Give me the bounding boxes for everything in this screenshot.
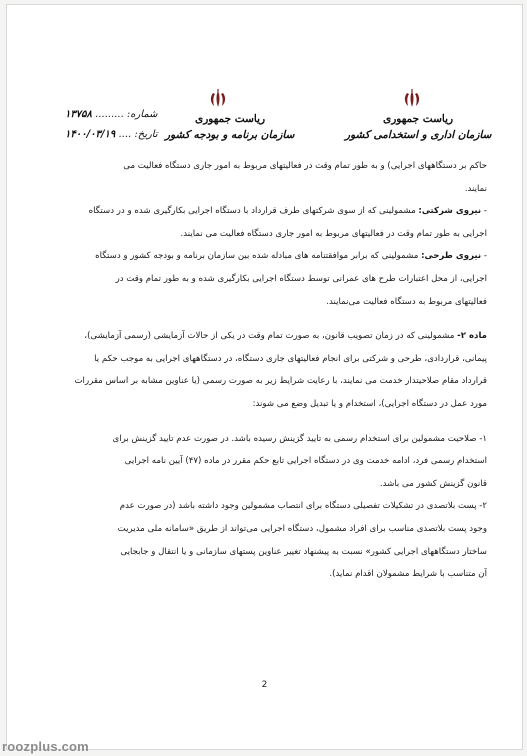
- article-heading: ماده ۲-: [457, 331, 487, 342]
- iran-emblem-icon: [401, 89, 423, 109]
- page-number: 2: [261, 680, 268, 690]
- text-line: اجرایی به طور تمام وقت در فعالیتهای مربوط به امور جاری دستگاه فعالیت می نمایند.: [180, 228, 487, 239]
- right-org-name: سازمان اداری و استخدامی کشور: [345, 129, 492, 141]
- date-value: ۱۴۰۰/۰۳/۱۹: [65, 129, 116, 140]
- date-label: تاریخ:: [134, 129, 158, 140]
- left-org-name: سازمان برنامه و بودجه کشور: [165, 129, 295, 141]
- text-line: قرارداد مقام صلاحیتدار خدمت می نمایند، با رعایت شرایط زیر به صورت رسمی (یا عناوین مشابه بر اساس مقررات: [74, 376, 487, 387]
- letter-number: شماره: ......... ۱۳۷۵۸: [65, 109, 158, 120]
- term-heading: نیروی شرکتی:: [418, 206, 482, 217]
- number-label: شماره:: [126, 109, 158, 120]
- text-line: استخدام رسمی فرد، ادامه خدمت وی در دستگاه اجرایی تابع حکم مقرر در ماده (۴۷) آیین نامه اجرایی: [124, 456, 487, 467]
- text-line: ساختار دستگاههای اجرایی کشور» نسبت به پیشنهاد تغییر عناوین پستهای سازمانی و یا انتقال و جابجایی: [120, 546, 487, 557]
- letter-date: تاریخ: .... ۱۴۰۰/۰۳/۱۹: [65, 129, 158, 140]
- left-org-line1: ریاست جمهوری: [195, 113, 266, 125]
- text-line: نمایند.: [464, 183, 487, 194]
- document-page: [6, 4, 523, 750]
- text-line: وجود پست بلاتصدی مناسب برای افراد مشمول، دستگاه اجرایی می‌تواند از طریق «سامانه ملی مدیریت: [117, 523, 487, 534]
- right-org-line1: ریاست جمهوری: [383, 113, 454, 125]
- iran-emblem-icon: [207, 89, 229, 109]
- site-watermark: roozplus.com: [2, 739, 89, 754]
- text-line: اجرایی، از محل اعتبارات طرح های عمرانی توسط دستگاه اجرایی بکارگیری شده و به طور تمام وقت در: [115, 273, 487, 284]
- term-heading: نیروی طرحی:: [421, 251, 482, 262]
- text-line: - نیروی طرحی: مشمولینی که برابر موافقتنامه های مبادله شده بین سازمان برنامه و بودجه کشور و دستگاه: [95, 251, 487, 262]
- text-line: آن متناسب با شرایط مشمولان اقدام نماید).: [329, 569, 487, 580]
- text-line: فعالیتهای مربوط به دستگاه فعالیت می‌نمایند.: [326, 296, 487, 307]
- document-body: [47, 155, 487, 586]
- text-line: ۲- پست بلاتصدی در تشکیلات تفصیلی دستگاه برای انتصاب مشمولین وجود داشته باشد (در صورت عدم: [119, 501, 487, 512]
- text-line: پیمانی، قراردادی، طرحی و شرکتی برای انجام فعالیتهای جاری دستگاه، در دستگاههای اجرایی به موجب حکم یا: [94, 353, 487, 364]
- text-line: ۱- صلاحیت مشمولین برای استخدام رسمی به تایید گزینش رسیده باشد. در صورت عدم تایید گزینش برای: [112, 433, 487, 444]
- number-value: ۱۳۷۵۸: [65, 109, 92, 120]
- text-line: مورد عمل در دستگاه اجرایی)، استخدام و یا تبدیل وضع می شوند:: [252, 398, 487, 409]
- text-line: - نیروی شرکتی: مشمولینی که از سوی شرکتهای طرف قرارداد با دستگاه اجرایی بکارگیری شده و در دستگاه: [88, 206, 487, 217]
- text-line: قانون گزینش کشور می باشد.: [379, 478, 487, 489]
- text-line: ماده ۲- مشمولینی که در زمان تصویب قانون، به صورت تمام وقت در یکی از حالات آزمایشی (رسمی آزمایشی)،: [84, 331, 487, 342]
- text-line: حاکم بر دستگاههای اجرایی) و به طور تمام وقت در فعالیتهای مربوط به امور جاری دستگاه فعالیت می: [123, 161, 487, 171]
